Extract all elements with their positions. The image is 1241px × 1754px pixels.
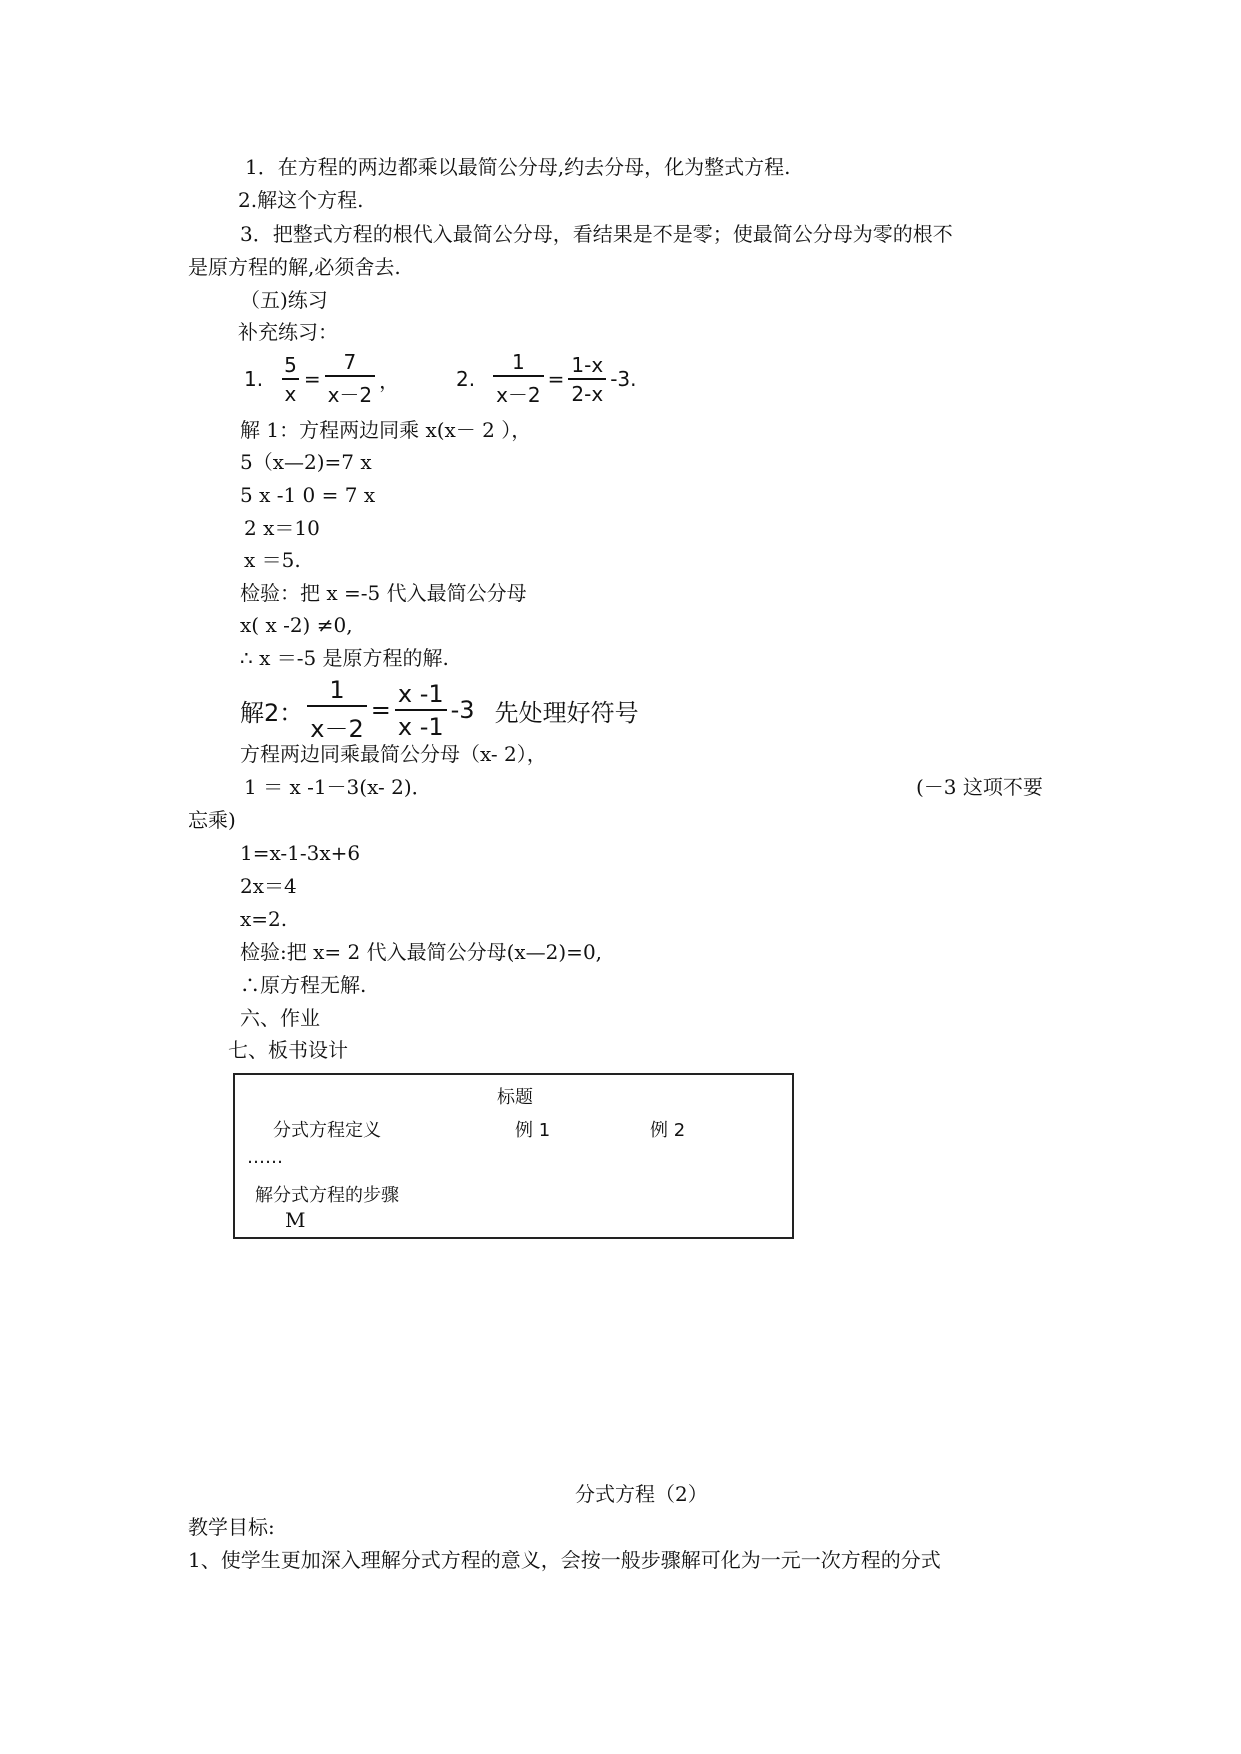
step-3-line-a: 3．把整式方程的根代入最简公分母，看结果是不是零；使最简公分母为零的根不 [240, 222, 953, 246]
eq1-rhs-fraction [325, 350, 376, 408]
eq2-rhs-numerator: 1-x [571, 352, 604, 377]
eq2-label: 2. [456, 367, 476, 391]
board-m: M [285, 1208, 306, 1232]
sol2-line-3: 忘乘) [188, 808, 236, 832]
board-steps: 解分式方程的步骤 [255, 1185, 399, 1206]
sol2-line-8: ∴原方程无解. [240, 973, 367, 997]
sol2-sign-note: 先处理好符号 [494, 698, 639, 727]
sol1-line-4: 2 x＝10 [244, 516, 320, 540]
eq1-rhs-denominator: x－2 [325, 375, 376, 408]
board-ellipsis: …… [247, 1147, 283, 1168]
sol2-lhs-numerator: 1 [329, 676, 345, 704]
eq1-rhs-numerator: 7 [343, 350, 357, 374]
eq2-lhs-numerator: 1 [512, 350, 525, 374]
sol2-line-4: 1=x-1-3x+6 [240, 841, 361, 865]
section-homework: 六、作业 [240, 1006, 320, 1030]
eq1-lhs-fraction [281, 353, 300, 406]
eq2-equals: = [547, 367, 565, 391]
step-1: 1．在方程的两边都乘以最简公分母,约去分母，化为整式方程. [245, 155, 791, 179]
sol1-line-1: 解 1：方程两边同乘 x(x－ 2 ）， [240, 418, 532, 442]
eq1-label: 1. [244, 367, 264, 391]
lesson2-title: 分式方程（2） [575, 1482, 708, 1506]
sol1-line-6: 检验：把 x =-5 代入最简公分母 [240, 581, 527, 605]
sol2-lhs-fraction [307, 676, 366, 744]
sol2-rhs-denominator: x -1 [395, 709, 447, 741]
board-title: 标题 [497, 1087, 533, 1108]
eq1-tail: ， [379, 368, 400, 393]
sol2-line-1: 方程两边同乘最简公分母（x- 2）， [240, 742, 547, 766]
sol2-rhs-fraction [395, 680, 447, 741]
sol2-line-5: 2x＝4 [240, 874, 297, 898]
eq1-lhs-numerator: 5 [284, 352, 297, 377]
practice-equation-1 [240, 350, 403, 408]
sol2-lhs-denominator: x－2 [307, 705, 366, 744]
eq1-lhs-denominator: x [282, 378, 300, 406]
lesson2-goal-heading: 教学目标: [188, 1515, 275, 1539]
eq2-rhs-denominator: 2-x [568, 378, 606, 406]
step-2: 2.解这个方程. [238, 188, 364, 212]
board-design-box [233, 1073, 794, 1239]
sol1-line-3: 5 x -1 0 = 7 x [240, 483, 376, 507]
sol1-line-7: x( x -2) ≠0, [240, 613, 353, 637]
sol2-equals: = [370, 696, 391, 724]
section-board-design: 七、板书设计 [228, 1038, 348, 1062]
board-definition: 分式方程定义 [273, 1120, 381, 1141]
sol2-line-6: x=2. [240, 907, 288, 931]
sol2-line-2-note: (－3 这项不要 [916, 775, 1043, 799]
sol2-tail: -3 [450, 696, 475, 724]
sol2-line-2: 1 ＝ x -1－3(x- 2)． [244, 775, 432, 799]
eq1-equals: = [303, 367, 321, 391]
board-example-2: 例 2 [650, 1120, 686, 1141]
practice-heading: （五)练习 [240, 288, 328, 312]
sol2-equation [240, 676, 643, 744]
sol2-line-7: 检验:把 x= 2 代入最简公分母(x—2)=0, [240, 940, 603, 964]
eq2-tail: -3. [610, 367, 637, 391]
eq2-lhs-denominator: x－2 [493, 375, 544, 408]
sol1-line-5: x ＝5. [244, 548, 301, 572]
eq2-lhs-fraction [493, 350, 544, 408]
sol2-label: 解2： [240, 698, 304, 727]
sol2-rhs-numerator: x -1 [397, 679, 444, 708]
sol1-line-8: ∴ x ＝-5 是原方程的解. [240, 646, 449, 670]
sol1-line-2: 5（x—2)=7 x [240, 450, 372, 474]
lesson2-goal-1: 1、使学生更加深入理解分式方程的意义，会按一般步骤解可化为一元一次方程的分式 [188, 1548, 941, 1572]
board-example-1: 例 1 [515, 1120, 551, 1141]
practice-subheading: 补充练习： [238, 320, 338, 344]
eq2-rhs-fraction [568, 353, 606, 406]
step-3-line-b: 是原方程的解,必须舍去. [188, 255, 401, 279]
practice-equation-2 [452, 350, 641, 408]
